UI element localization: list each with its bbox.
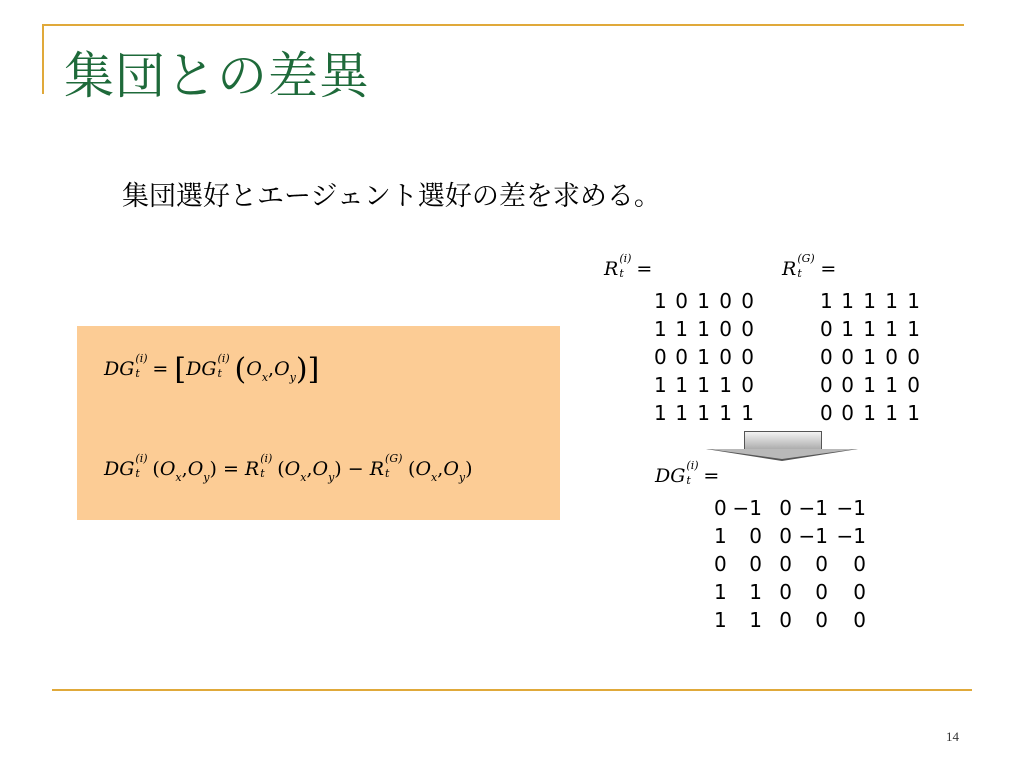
matrix-cell: 1 (863, 345, 876, 369)
matrix-cell: 1 (697, 373, 710, 397)
matrix-cell: 1 (907, 317, 920, 341)
matrix-cell: 1 (749, 580, 762, 604)
matrix-cell: 1 (697, 317, 710, 341)
matrix-cell: 0 (820, 401, 833, 425)
matrix-cell: 1 (907, 401, 920, 425)
matrix-row (714, 550, 866, 578)
matrix-cell: 0 (815, 608, 828, 632)
matrix-cell: 0 (779, 608, 792, 632)
matrix-cell: 0 (675, 289, 688, 313)
matrix-cell: 1 (675, 401, 688, 425)
matrix-cell: 1 (714, 608, 727, 632)
page-number: 14 (946, 729, 959, 744)
matrix-cell: 1 (885, 401, 898, 425)
matrix-dg-label: DG (i) t = (655, 459, 720, 487)
matrix-cell: 0 (820, 317, 833, 341)
matrix-cell: 0 (885, 345, 898, 369)
matrix-cell: 1 (714, 524, 727, 548)
matrix-ri-label: R (i) t = (604, 252, 653, 280)
matrix-cell: 0 (749, 524, 762, 548)
matrix-cell: 1 (885, 373, 898, 397)
matrix-row (654, 315, 754, 343)
matrix-cell: 1 (654, 373, 667, 397)
matrix-cell: 0 (841, 401, 854, 425)
matrix-row (654, 399, 754, 427)
matrix-row (654, 287, 754, 315)
matrix-cell: 0 (741, 373, 754, 397)
matrix-cell: 0 (841, 373, 854, 397)
matrix-cell: 1 (697, 401, 710, 425)
matrix-cell: 0 (741, 345, 754, 369)
matrix-cell: 1 (863, 289, 876, 313)
matrix-row (714, 494, 866, 522)
matrix-cell: −1 (798, 524, 828, 548)
matrix-cell: 1 (697, 289, 710, 313)
matrix-cell: 1 (863, 401, 876, 425)
matrix-row (654, 371, 754, 399)
slide-title: 集団との差異 (64, 47, 370, 105)
matrix-cell: 0 (815, 580, 828, 604)
matrix-row (820, 371, 920, 399)
matrix-row (820, 343, 920, 371)
matrix-cell: 0 (907, 345, 920, 369)
matrix-row (714, 578, 866, 606)
matrix-row (820, 287, 920, 315)
matrix-cell: 0 (779, 552, 792, 576)
matrix-cell: 1 (654, 289, 667, 313)
matrix-cell: −1 (836, 496, 866, 520)
matrix-cell: 1 (654, 401, 667, 425)
matrix-cell: 0 (853, 608, 866, 632)
matrix-cell: 1 (719, 401, 732, 425)
matrix-cell: 0 (719, 317, 732, 341)
matrix-cell: 1 (841, 289, 854, 313)
matrix-cell: 1 (675, 317, 688, 341)
matrix-cell: 1 (885, 289, 898, 313)
matrix-cell: 1 (863, 317, 876, 341)
matrix-row (714, 606, 866, 634)
matrix-cell: 1 (885, 317, 898, 341)
matrix-cell: 1 (907, 289, 920, 313)
matrix-cell: 1 (714, 580, 727, 604)
matrix-cell: 1 (675, 373, 688, 397)
matrix-cell: 0 (907, 373, 920, 397)
matrix-cell: 0 (749, 552, 762, 576)
matrix-cell: 0 (714, 496, 727, 520)
matrix-cell: 0 (741, 289, 754, 313)
matrix-cell: −1 (798, 496, 828, 520)
matrix-rg (820, 287, 920, 427)
matrix-cell: 0 (853, 580, 866, 604)
matrix-row (820, 399, 920, 427)
matrix-cell: 0 (741, 317, 754, 341)
matrix-row (714, 522, 866, 550)
matrix-dg (714, 494, 866, 634)
matrix-cell: 0 (820, 373, 833, 397)
matrix-cell: 0 (675, 345, 688, 369)
matrix-ri (654, 287, 754, 427)
matrix-cell: 0 (714, 552, 727, 576)
title-rule-top (42, 24, 964, 26)
matrix-cell: 0 (779, 580, 792, 604)
matrix-cell: 0 (820, 345, 833, 369)
matrix-cell: 0 (841, 345, 854, 369)
matrix-row (820, 315, 920, 343)
matrix-cell: −1 (732, 496, 762, 520)
matrix-row (654, 343, 754, 371)
matrix-cell: 0 (719, 289, 732, 313)
slide-subtitle: 集団選好とエージェント選好の差を求める。 (122, 181, 661, 212)
matrix-cell: 1 (820, 289, 833, 313)
matrix-cell: 1 (697, 345, 710, 369)
matrix-rg-label: R (G) t = (782, 252, 837, 280)
formula-2: DG (i) t $(O_x,O_y) = R$ (i) t $(O_x,O_y) - R$ (G) t $(O_x,O_y)$ (104, 452, 473, 484)
matrix-cell: 0 (719, 345, 732, 369)
matrix-cell: 1 (654, 317, 667, 341)
matrix-cell: 0 (779, 496, 792, 520)
matrix-cell: 0 (815, 552, 828, 576)
title-rule-left (42, 24, 44, 94)
matrix-cell: 0 (779, 524, 792, 548)
matrix-cell: 0 (853, 552, 866, 576)
matrix-cell: 1 (841, 317, 854, 341)
formula-1: DG (i) t = [DG (i) t $(O_x,O_y)$] (104, 352, 320, 387)
matrix-cell: 1 (719, 373, 732, 397)
footer-rule (52, 689, 972, 691)
matrix-cell: 1 (741, 401, 754, 425)
matrix-cell: 1 (863, 373, 876, 397)
matrix-cell: −1 (836, 524, 866, 548)
matrix-cell: 0 (654, 345, 667, 369)
matrix-cell: 1 (749, 608, 762, 632)
